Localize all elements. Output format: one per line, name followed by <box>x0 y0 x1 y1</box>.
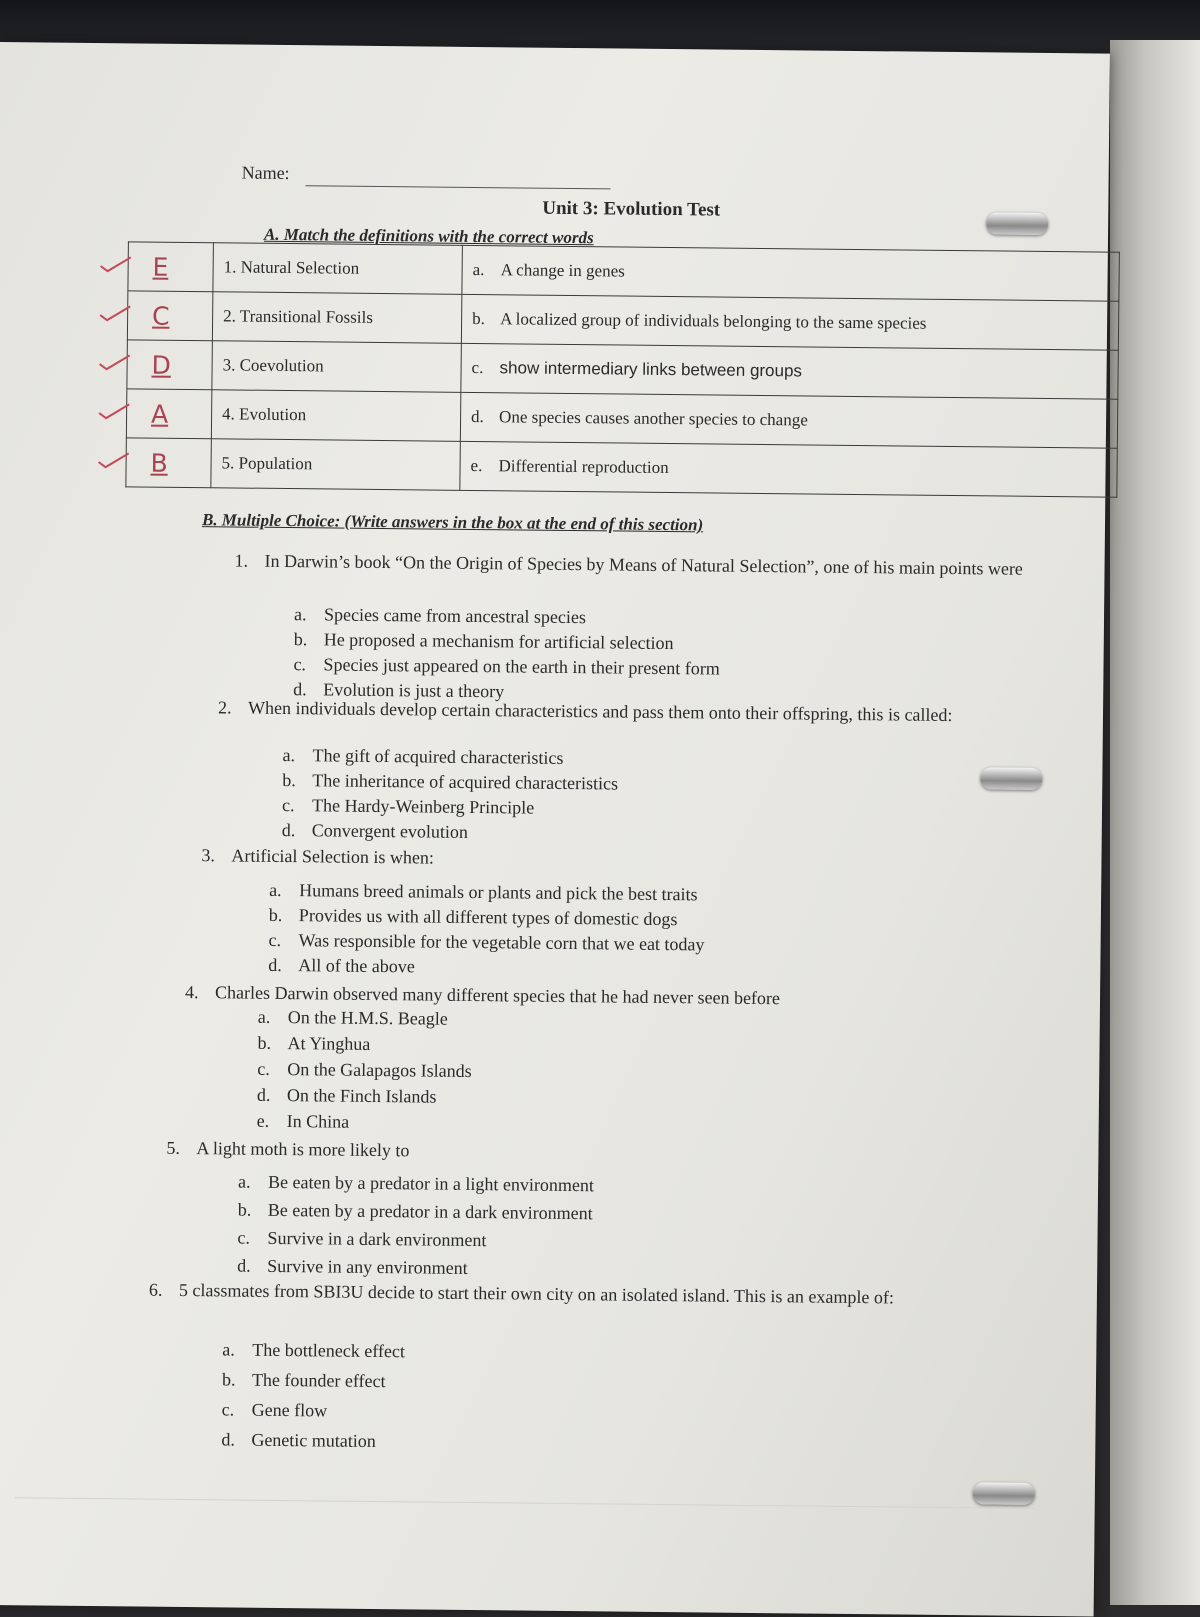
option-letter: a. <box>282 744 296 766</box>
option-letter: c. <box>237 1227 251 1248</box>
option-text: The bottleneck effect <box>252 1339 406 1362</box>
answer-option <box>237 1256 468 1279</box>
answer-option <box>238 1200 593 1225</box>
handwritten-answer: D <box>151 350 172 380</box>
answer-option <box>222 1369 386 1392</box>
question <box>166 1137 896 1167</box>
definition-letter: b. <box>472 308 485 329</box>
option-letter: b. <box>268 904 283 926</box>
option-letter: d. <box>293 679 307 700</box>
definition-letter: e. <box>470 455 483 476</box>
question <box>218 696 1088 727</box>
multiple-choice-section <box>0 42 1100 1553</box>
section-b-heading: B. Multiple Choice: (Write answers in the box at the end of this section) <box>201 510 704 535</box>
question <box>201 844 931 874</box>
answer-option <box>222 1339 405 1362</box>
answer-option <box>282 820 468 843</box>
option-text: Convergent evolution <box>311 820 469 842</box>
answer-option <box>294 604 586 628</box>
handwritten-answer: B <box>150 448 168 478</box>
option-letter: c. <box>221 1399 235 1420</box>
option-text: The gift of acquired characteristics <box>312 745 564 768</box>
question-text: A light moth is more likely to <box>196 1138 410 1161</box>
question <box>149 1279 1099 1311</box>
option-letter: d. <box>221 1429 235 1450</box>
option-letter: a. <box>257 1006 271 1027</box>
option-letter: b. <box>221 1369 236 1390</box>
answer-option <box>257 1085 437 1108</box>
option-letter: b. <box>257 1032 272 1053</box>
option-letter: c. <box>293 654 307 675</box>
answer-option <box>282 795 534 819</box>
handwritten-answer: A <box>150 399 169 429</box>
option-letter: a. <box>222 1339 235 1360</box>
answer-option <box>257 1111 350 1133</box>
handwritten-answer: C <box>151 301 170 331</box>
option-text: The inheritance of acquired characteristics <box>312 770 619 794</box>
option-text: At Yinghua <box>287 1033 371 1054</box>
option-text: All of the above <box>298 955 415 977</box>
handwritten-answer: E <box>152 252 169 282</box>
definition-text: A localized group of individuals belonging to the same species <box>500 309 927 333</box>
option-text: Survive in any environment <box>267 1255 468 1278</box>
page-title: Unit 3: Evolution Test <box>542 197 721 221</box>
option-letter: d. <box>281 819 296 841</box>
option-text: Provides us with all different types of domestic dogs <box>298 905 678 930</box>
term-cell: 3. Coevolution <box>212 341 461 393</box>
term-cell: 4. Evolution <box>211 390 460 442</box>
option-letter: c. <box>257 1058 270 1079</box>
answer-option <box>268 955 415 978</box>
question-text: Artificial Selection is when: <box>231 845 435 868</box>
answer-option <box>238 1172 594 1197</box>
answer-option <box>268 930 704 956</box>
option-letter: b. <box>237 1199 252 1220</box>
definition-text: A change in genes <box>500 260 625 281</box>
question <box>234 549 1084 580</box>
name-label: Name: <box>241 162 290 184</box>
option-letter: b. <box>282 769 296 791</box>
answer-option <box>237 1228 486 1252</box>
definition-letter: a. <box>472 259 485 280</box>
option-text: Be eaten by a predator in a dark environment <box>267 1199 593 1224</box>
question-number: 3. <box>201 845 216 866</box>
option-letter: c. <box>281 794 295 816</box>
option-text: Was responsible for the vegetable corn that we eat today <box>298 930 705 955</box>
answer-option <box>269 880 698 905</box>
question-number: 1. <box>234 550 249 571</box>
option-text: Be eaten by a predator in a light environment <box>267 1171 595 1196</box>
question-text: 5 classmates from SBI3U decide to start their own city on an isolated island. This is an example of: <box>178 1279 895 1308</box>
question-text: Charles Darwin observed many different species that he had never seen before <box>214 982 781 1009</box>
answer-option <box>282 745 563 769</box>
section-a-heading: A. Match the definitions with the correct words <box>263 224 594 248</box>
answer-option <box>222 1399 328 1421</box>
option-text: Genetic mutation <box>251 1429 376 1452</box>
option-text: On the Finch Islands <box>286 1085 437 1107</box>
definition-letter: d. <box>471 406 484 427</box>
option-letter: a. <box>237 1171 251 1192</box>
definition-text: Differential reproduction <box>498 456 669 478</box>
option-letter: c. <box>268 929 282 950</box>
question-number: 6. <box>148 1279 163 1300</box>
option-text: On the Galapagos Islands <box>287 1059 472 1081</box>
option-text: He proposed a mechanism for artificial selection <box>323 629 674 654</box>
answer-option <box>258 1007 448 1030</box>
option-letter: d. <box>256 1084 271 1105</box>
question-text: When individuals develop certain characteristics and pass them onto their offspring, this is called: <box>247 697 953 726</box>
term-cell: 1. Natural Selection <box>213 243 462 295</box>
question-number: 2. <box>217 697 232 718</box>
term-cell: 2. Transitional Fossils <box>212 292 461 344</box>
option-text: The Hardy-Weinberg Principle <box>311 795 535 818</box>
definition-letter: c. <box>471 357 484 378</box>
option-text: Species just appeared on the earth in their present form <box>323 654 720 679</box>
definition-text: One species causes another species to change <box>499 407 808 430</box>
question-text: In Darwin’s book “On the Origin of Species by Means of Natural Selection”, one of his main points were <box>264 550 1023 579</box>
question-number: 4. <box>184 981 199 1003</box>
definition-text: show intermediary links between groups <box>499 358 803 381</box>
question-number: 5. <box>166 1137 181 1158</box>
answer-option <box>257 1059 472 1082</box>
option-text: Gene flow <box>251 1399 328 1421</box>
worksheet-page <box>0 42 1110 1617</box>
answer-option <box>221 1429 376 1452</box>
answer-option <box>257 1033 370 1055</box>
option-letter: a. <box>269 879 282 900</box>
option-text: The founder effect <box>251 1369 386 1392</box>
option-letter: d. <box>237 1255 251 1276</box>
answer-option <box>282 770 618 795</box>
answer-option <box>293 654 720 679</box>
option-text: In China <box>286 1111 350 1132</box>
answer-option <box>269 905 678 930</box>
option-letter: a. <box>293 604 307 625</box>
option-text: Humans breed animals or plants and pick the best traits <box>299 880 698 905</box>
answer-option <box>294 629 674 654</box>
option-text: Evolution is just a theory <box>323 679 505 702</box>
option-text: On the H.M.S. Beagle <box>287 1007 448 1029</box>
option-text: Species came from ancestral species <box>323 604 587 628</box>
term-cell: 5. Population <box>211 439 460 491</box>
option-letter: b. <box>293 629 308 650</box>
option-text: Survive in a dark environment <box>267 1227 487 1251</box>
option-letter: d. <box>268 954 282 976</box>
binder-edge <box>1110 40 1200 1605</box>
option-letter: e. <box>256 1110 270 1131</box>
